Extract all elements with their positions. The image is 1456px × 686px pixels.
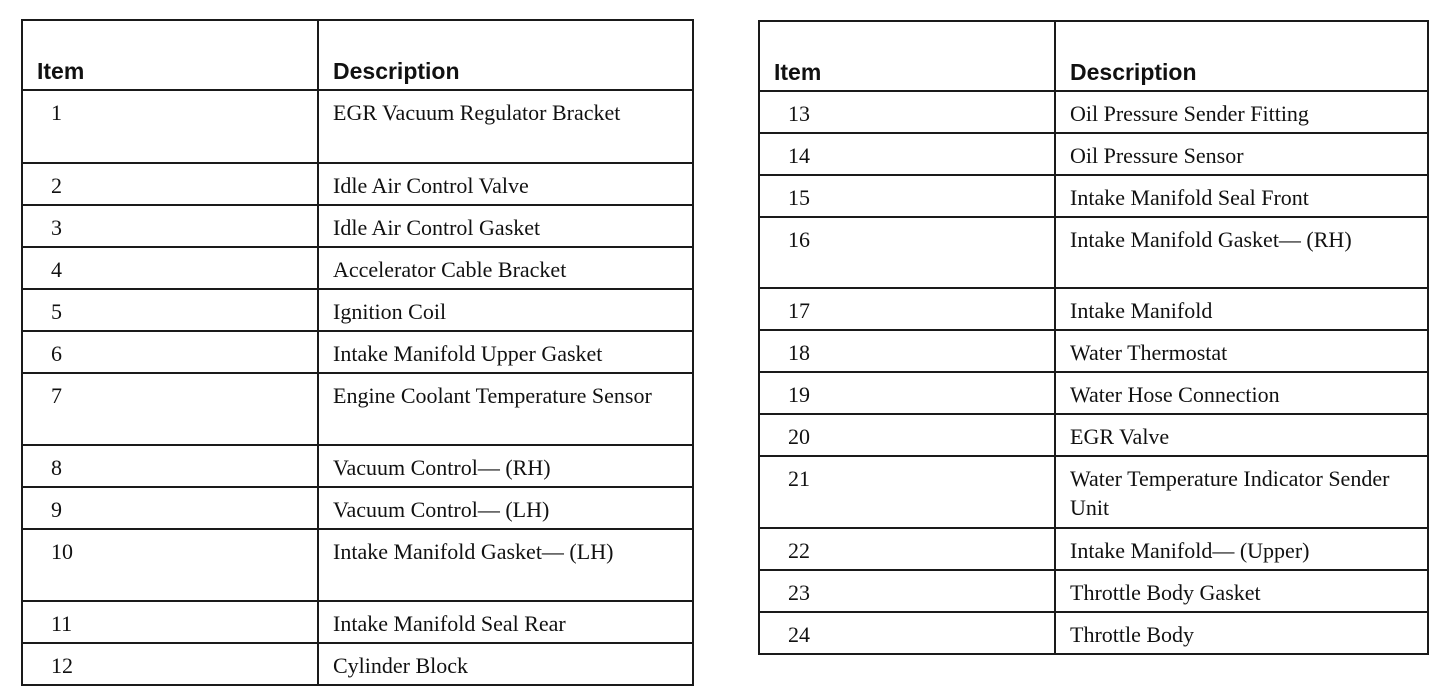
item-number: 19 [759,372,1055,414]
item-description: Intake Manifold Upper Gasket [318,331,693,373]
item-column-header: Item [759,21,1055,91]
table-row [759,330,1428,372]
item-number: 24 [759,612,1055,654]
item-description: Water Hose Connection [1055,372,1428,414]
item-description: Throttle Body [1055,612,1428,654]
item-description: Water Thermostat [1055,330,1428,372]
table-header-row [759,21,1428,91]
item-description: Oil Pressure Sender Fitting [1055,91,1428,133]
item-description: Vacuum Control— (RH) [318,445,693,487]
item-description: Water Temperature Indicator Sender Unit [1055,456,1428,528]
table-row [759,133,1428,175]
table-row [759,528,1428,570]
item-description: Ignition Coil [318,289,693,331]
item-number: 10 [22,529,318,601]
table-row [22,643,693,685]
item-number: 4 [22,247,318,289]
item-description: Oil Pressure Sensor [1055,133,1428,175]
item-number: 16 [759,217,1055,288]
item-description: Throttle Body Gasket [1055,570,1428,612]
item-description: Cylinder Block [318,643,693,685]
table-row [22,247,693,289]
item-number: 1 [22,90,318,163]
table-row [759,91,1428,133]
item-number: 17 [759,288,1055,330]
table-row [22,163,693,205]
item-number: 23 [759,570,1055,612]
item-description: Vacuum Control— (LH) [318,487,693,529]
item-description: Idle Air Control Gasket [318,205,693,247]
table-row [22,445,693,487]
item-number: 6 [22,331,318,373]
table-header-row [22,20,693,90]
table-row [22,487,693,529]
item-column-header: Item [22,20,318,90]
table-row [759,456,1428,528]
parts-table-right [758,20,1429,655]
item-description: EGR Valve [1055,414,1428,456]
item-description: Intake Manifold Gasket— (LH) [318,529,693,601]
table-row [22,529,693,601]
table-row [22,331,693,373]
item-description: Intake Manifold Seal Front [1055,175,1428,217]
parts-table-left [21,19,694,686]
table-row [22,601,693,643]
item-description: Accelerator Cable Bracket [318,247,693,289]
table-row [759,175,1428,217]
description-column-header: Description [1055,21,1428,91]
table-row [759,372,1428,414]
item-number: 22 [759,528,1055,570]
table-row [22,90,693,163]
item-number: 14 [759,133,1055,175]
item-description: EGR Vacuum Regulator Bracket [318,90,693,163]
table-row [759,612,1428,654]
item-number: 15 [759,175,1055,217]
item-description: Intake Manifold Gasket— (RH) [1055,217,1428,288]
item-number: 3 [22,205,318,247]
item-number: 5 [22,289,318,331]
item-description: Intake Manifold Seal Rear [318,601,693,643]
item-description: Engine Coolant Temperature Sensor [318,373,693,445]
item-number: 18 [759,330,1055,372]
table-row [759,414,1428,456]
item-description: Intake Manifold— (Upper) [1055,528,1428,570]
item-number: 20 [759,414,1055,456]
item-number: 7 [22,373,318,445]
item-description: Intake Manifold [1055,288,1428,330]
item-number: 9 [22,487,318,529]
table-row [22,205,693,247]
item-number: 21 [759,456,1055,528]
item-description: Idle Air Control Valve [318,163,693,205]
table-row [22,373,693,445]
item-number: 13 [759,91,1055,133]
table-row [759,217,1428,288]
table-row [759,570,1428,612]
item-number: 11 [22,601,318,643]
item-number: 2 [22,163,318,205]
item-number: 8 [22,445,318,487]
table-row [22,289,693,331]
item-number: 12 [22,643,318,685]
table-row [759,288,1428,330]
description-column-header: Description [318,20,693,90]
